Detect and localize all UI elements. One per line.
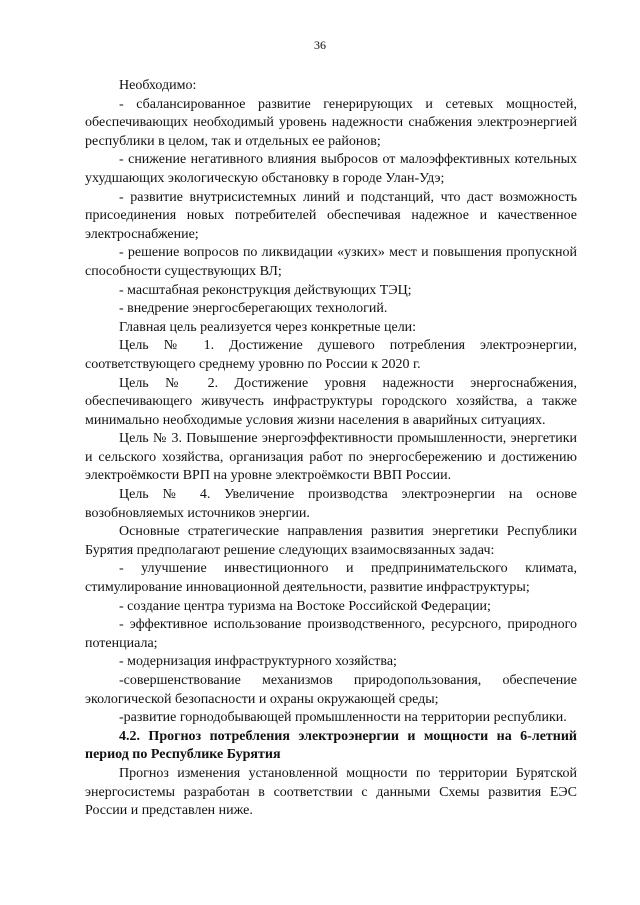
goal-paragraph: Цель № 2. Достижение уровня надежности энергоснабжения, обеспечивающего живучесть инфраструктуры городского хозяйства, а также минимально необходимые условия жизни населения в аварийных ситуациях. — [85, 375, 577, 428]
section-heading: 4.2. Прогноз потребления электроэнергии и мощности на 6-летний период по Республике Бурятия — [85, 728, 577, 763]
body-paragraph: Главная цель реализуется через конкретные цели: — [119, 319, 417, 335]
list-item: - снижение негативного влияния выбросов от малоэффективных котельных ухудшающих экологическую обстановку в городе Улан-Удэ; — [85, 152, 577, 186]
intro-paragraph: Необходимо: — [119, 78, 197, 93]
list-item: - модернизация инфраструктурного хозяйства; — [119, 654, 397, 670]
body-paragraph: Основные стратегические направления развития энергетики Республики Бурятия предполагают решение следующих взаимосвязанных задач: — [85, 524, 577, 558]
list-item: - решение вопросов по ликвидации «узких» мест и повышения пропускной способности существующих ВЛ; — [85, 245, 577, 279]
list-item: - создание центра туризма на Востоке Российской Федерации; — [119, 598, 491, 614]
list-item: - внедрение энергосберегающих технологий. — [119, 301, 388, 317]
goal-paragraph: Цель № 4. Увеличение производства электроэнергии на основе возобновляемых источников энергии. — [85, 487, 577, 521]
list-item: - сбалансированное развитие генерирующих и сетевых мощностей, обеспечивающих необходимый уровень надежности снабжения электроэнергией республики в целом, так и отдельных ее районов; — [85, 96, 577, 149]
list-item: - развитие внутрисистемных линий и подстанций, что даст возможность присоединения новых потребителей обеспечивая надежное и качественное электроснабжение; — [85, 189, 577, 242]
goal-paragraph: Цель № 3. Повышение энергоэффективности промышленности, энергетики и сельского хозяйства, организация работ по энергосбережению и достижению электроёмкости ВРП на уровне электроёмкости ВВП России. — [85, 431, 577, 484]
list-item: - улучшение инвестиционного и предпринимательского климата, стимулирование инновационной деятельности, развитие инфраструктуры; — [85, 561, 577, 596]
body-paragraph: Прогноз изменения установленной мощности по территории Бурятской энергосистемы разработан в соответствии с данными Схемы развития ЕЭС России и представлен ниже. — [85, 765, 577, 819]
list-item: - масштабная реконструкция действующих ТЭЦ; — [119, 282, 412, 298]
list-item: -совершенствование механизмов природопользования, обеспечение экологической безопасности и охраны окружающей среды; — [85, 673, 577, 707]
list-item: - эффективное использование производственного, ресурсного, природного потенциала; — [85, 617, 577, 651]
document-body — [85, 77, 577, 821]
list-item: -развитие горнодобывающей промышленности на территории республики. — [119, 710, 567, 726]
goal-paragraph: Цель № 1. Достижение душевого потребления электроэнергии, соответствующего среднему уровню по России к 2020 г. — [85, 338, 577, 372]
page-number: 36 — [314, 38, 326, 52]
